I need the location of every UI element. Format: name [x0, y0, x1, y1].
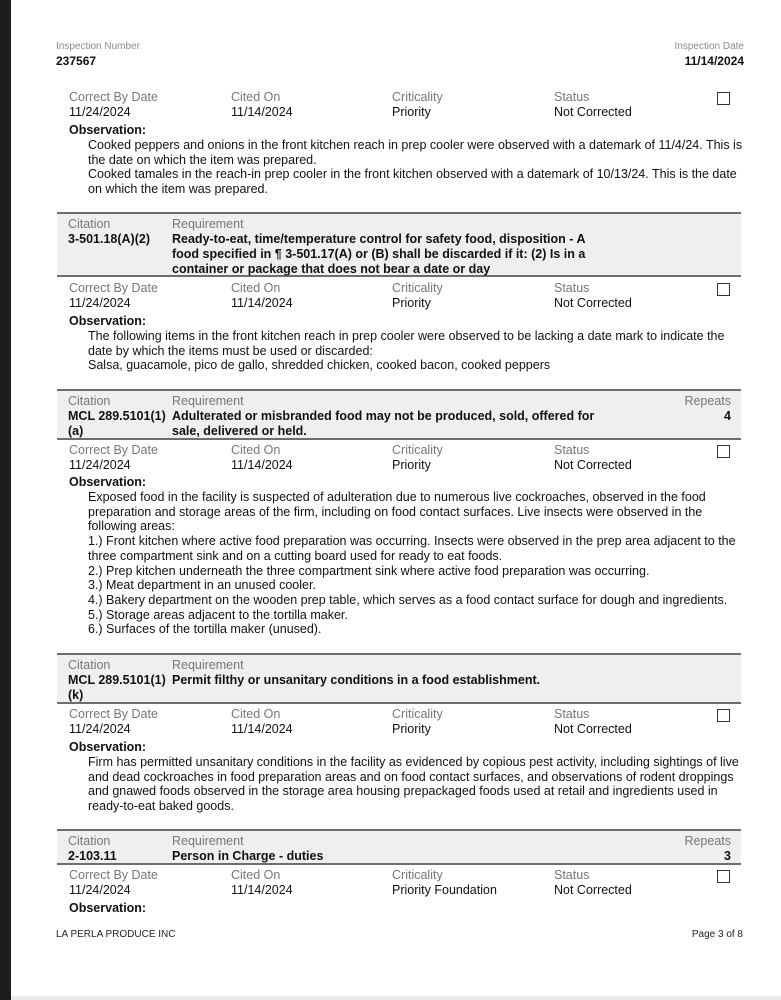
requirement-label: Requirement: [172, 834, 244, 848]
correct-by-value: 11/24/2024: [69, 296, 131, 310]
footer-establishment: LA PERLA PRODUCE INC: [56, 929, 176, 940]
criticality-value: Priority: [392, 458, 431, 472]
requirement-label: Requirement: [172, 394, 244, 408]
citation-code: 3-501.18(A)(2): [68, 232, 150, 246]
repeats-label: Repeats: [684, 834, 731, 848]
observation-label: Observation:: [69, 475, 147, 489]
status-label: Status: [554, 90, 590, 104]
cited-on-value: 11/14/2024: [231, 883, 293, 897]
correct-by-value: 11/24/2024: [69, 883, 131, 897]
violation-meta-row: [69, 90, 734, 122]
citation-header: [57, 212, 741, 277]
observation-label: Observation:: [69, 901, 147, 915]
observation-label: Observation:: [69, 314, 147, 328]
corrected-checkbox[interactable]: [717, 283, 730, 296]
cited-on-value: 11/14/2024: [231, 296, 293, 310]
criticality-value: Priority: [392, 296, 431, 310]
cited-on-value: 11/14/2024: [231, 722, 293, 736]
corrected-checkbox[interactable]: [717, 445, 730, 458]
observation-line: Cooked tamales in the reach-in prep cooler in the front kitchen observed with a datemark of 10/13/24. This is the date on which the item was prepared.: [88, 167, 737, 197]
observation-line: The following items in the front kitchen reach in prep cooler were observed to be lacking a date mark to indicate the date by which the items must be used or discarded:: [88, 329, 725, 358]
corrected-checkbox[interactable]: [717, 92, 730, 105]
observation-line: 2.) Prep kitchen underneath the three compartment sink where active food preparation was occurring.: [88, 563, 650, 578]
footer-page-number: Page 3 of 8: [691, 929, 743, 940]
status-value: Not Corrected: [554, 105, 632, 119]
correct-by-value: 11/24/2024: [69, 105, 131, 119]
criticality-label: Criticality: [392, 868, 443, 882]
criticality-value: Priority: [392, 722, 431, 736]
criticality-value: Priority Foundation: [392, 883, 497, 897]
criticality-label: Criticality: [392, 90, 443, 104]
violation-meta-row: [69, 707, 734, 739]
citation-code: 2-103.11: [68, 849, 117, 863]
citation-label: Citation: [68, 217, 111, 231]
correct-by-label: Correct By Date: [69, 281, 158, 295]
status-value: Not Corrected: [554, 722, 632, 736]
citation-code: MCL 289.5101(1)(a): [68, 409, 166, 438]
inspection-date: 11/14/2024: [684, 54, 744, 68]
cited-on-value: 11/14/2024: [231, 458, 293, 472]
citation-label: Citation: [68, 658, 111, 672]
page-bottom-edge: [11, 996, 781, 1000]
observation-line: 1.) Front kitchen where active food preparation was occurring. Insects were observed in the prep area adjacent to the three compartment sink and on a cutting board used for ready to eat foods.: [88, 534, 736, 563]
corrected-checkbox[interactable]: [717, 870, 730, 883]
requirement-label: Requirement: [172, 217, 244, 231]
inspection-number: 237567: [56, 54, 97, 68]
status-value: Not Corrected: [554, 883, 632, 897]
requirement-label: Requirement: [172, 658, 244, 672]
status-label: Status: [554, 868, 590, 882]
citation-code: MCL 289.5101(1)(k): [68, 673, 166, 702]
status-value: Not Corrected: [554, 458, 632, 472]
corrected-checkbox[interactable]: [717, 709, 730, 722]
violation-meta-row: [69, 281, 734, 313]
repeats-count: 3: [724, 849, 731, 863]
observation-line: Firm has permitted unsanitary conditions in the facility as evidenced by copious pest activity, including sightings of live and dead cockroaches in food preparation areas and on food contact surfaces, and observations of rodent droppings and gnawed foods observed in the storage area housing prepackaged foods used at retail and ingredients used in ready-to-eat baked goods.: [88, 755, 739, 814]
observation-line: Cooked peppers and onions in the front kitchen reach in prep cooler were observed with a datemark of 11/4/24. This is the date on which the item was prepared.: [88, 138, 743, 167]
citation-label: Citation: [68, 834, 111, 848]
citation-header: [57, 389, 741, 440]
correct-by-label: Correct By Date: [69, 707, 158, 721]
requirement-text: Ready-to-eat, time/temperature control for safety food, disposition - A food specified in ¶ 3-501.17(A) or (B) shall be discarded if it: (2) Is in a container or package that does not bear a date or day: [172, 232, 586, 276]
status-label: Status: [554, 707, 590, 721]
observation-label: Observation:: [69, 740, 147, 754]
status-label: Status: [554, 443, 590, 457]
correct-by-label: Correct By Date: [69, 868, 158, 882]
citation-header: [57, 653, 741, 704]
criticality-label: Criticality: [392, 281, 443, 295]
inspection-date-label: Inspection Date: [674, 41, 744, 52]
requirement-text: Permit filthy or unsanitary conditions in a food establishment.: [172, 673, 541, 687]
observation-label: Observation:: [69, 123, 147, 137]
cited-on-label: Cited On: [231, 868, 281, 882]
observation-line: 3.) Meat department in an unused cooler.: [88, 578, 316, 593]
cited-on-label: Cited On: [231, 281, 281, 295]
repeats-label: Repeats: [684, 394, 731, 408]
citation-header: [57, 829, 741, 865]
violation-meta-row: [69, 868, 734, 900]
repeats-count: 4: [724, 409, 731, 423]
observation-text: [88, 329, 748, 373]
criticality-label: Criticality: [392, 707, 443, 721]
inspection-number-label: Inspection Number: [56, 41, 140, 52]
cited-on-label: Cited On: [231, 90, 281, 104]
observation-text: [88, 138, 748, 197]
correct-by-label: Correct By Date: [69, 90, 158, 104]
observation-line: Salsa, guacamole, pico de gallo, shredded chicken, cooked bacon, cooked peppers: [88, 358, 551, 373]
requirement-text: Adulterated or misbranded food may not be produced, sold, offered for sale, delivered or held.: [172, 409, 595, 438]
citation-label: Citation: [68, 394, 111, 408]
observation-text: [88, 755, 748, 814]
observation-line: 6.) Surfaces of the tortilla maker (unused).: [88, 622, 322, 637]
requirement-text: Person in Charge - duties: [172, 849, 324, 863]
cited-on-label: Cited On: [231, 707, 281, 721]
cited-on-value: 11/14/2024: [231, 105, 293, 119]
observation-line: 5.) Storage areas adjacent to the tortilla maker.: [88, 607, 348, 622]
correct-by-label: Correct By Date: [69, 443, 158, 457]
violation-meta-row: [69, 443, 734, 475]
observation-text: [88, 490, 748, 637]
criticality-value: Priority: [392, 105, 431, 119]
criticality-label: Criticality: [392, 443, 443, 457]
correct-by-value: 11/24/2024: [69, 458, 131, 472]
observation-line: 4.) Bakery department on the wooden prep table, which serves as a food contact surface for dough and ingredients.: [88, 592, 728, 607]
status-label: Status: [554, 281, 590, 295]
cited-on-label: Cited On: [231, 443, 281, 457]
correct-by-value: 11/24/2024: [69, 722, 131, 736]
observation-line: Exposed food in the facility is suspected of adulteration due to numerous live cockroaches, observed in the food preparation and storage areas of the firm, including on food contact surfaces. Live insects were observed in the following areas:: [88, 490, 706, 534]
status-value: Not Corrected: [554, 296, 632, 310]
